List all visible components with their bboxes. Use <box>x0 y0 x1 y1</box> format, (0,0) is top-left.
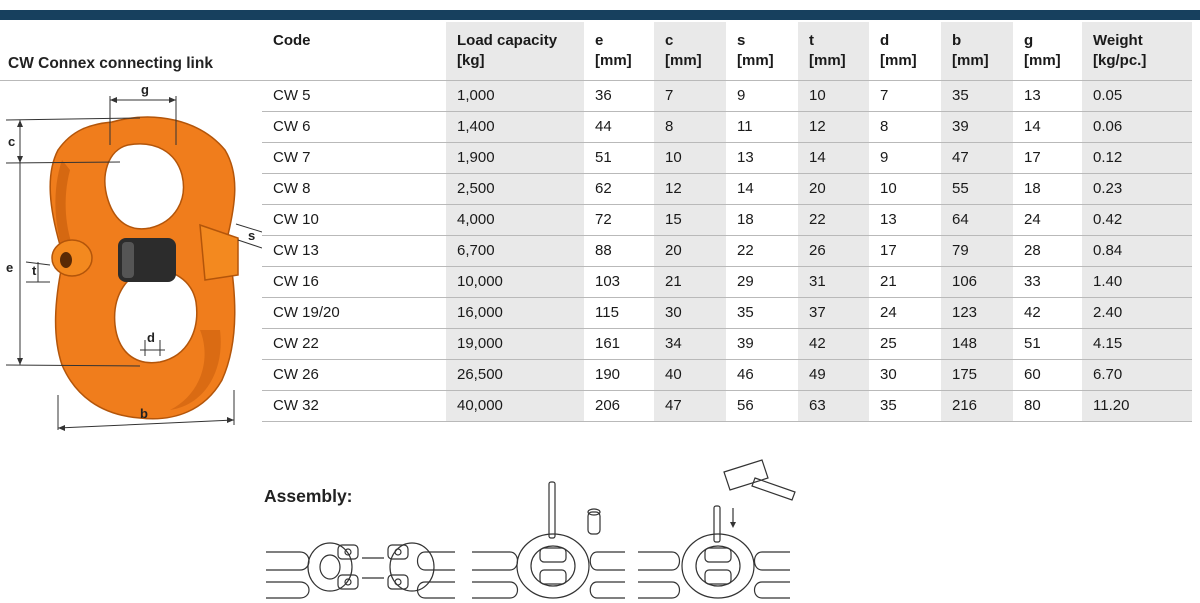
cell-code: CW 10 <box>262 204 446 235</box>
assembly-step-3 <box>638 506 790 598</box>
cell-s: 46 <box>726 359 798 390</box>
cell-c: 10 <box>654 142 726 173</box>
cell-code: CW 26 <box>262 359 446 390</box>
cell-load-capacity: 2,500 <box>446 173 584 204</box>
cell-d: 13 <box>869 204 941 235</box>
cell-load-capacity: 4,000 <box>446 204 584 235</box>
divider <box>0 80 262 81</box>
dim-label-g: g <box>141 82 149 97</box>
header-d: d [mm] <box>869 22 941 80</box>
cell-load-capacity: 1,000 <box>446 80 584 111</box>
cell-c: 8 <box>654 111 726 142</box>
cell-e: 161 <box>584 328 654 359</box>
cell-g: 60 <box>1013 359 1082 390</box>
cell-s: 14 <box>726 173 798 204</box>
dim-label-e: e <box>6 260 14 275</box>
header-weight: Weight [kg/pc.] <box>1082 22 1192 80</box>
cell-d: 8 <box>869 111 941 142</box>
cell-e: 44 <box>584 111 654 142</box>
cell-d: 30 <box>869 359 941 390</box>
table-row <box>262 80 1192 111</box>
link-lower-hole <box>115 270 197 363</box>
cell-c: 15 <box>654 204 726 235</box>
table-row <box>262 142 1192 173</box>
cell-g: 17 <box>1013 142 1082 173</box>
cell-g: 24 <box>1013 204 1082 235</box>
cell-weight: 4.15 <box>1082 328 1192 359</box>
dim-label-s: s <box>248 228 256 243</box>
cell-e: 51 <box>584 142 654 173</box>
cell-g: 80 <box>1013 390 1082 421</box>
cell-t: 49 <box>798 359 869 390</box>
cell-c: 40 <box>654 359 726 390</box>
cell-t: 12 <box>798 111 869 142</box>
cell-e: 206 <box>584 390 654 421</box>
header-s: s [mm] <box>726 22 798 80</box>
table-row <box>262 204 1192 235</box>
cell-b: 64 <box>941 204 1013 235</box>
table-row <box>262 266 1192 297</box>
cell-code: CW 5 <box>262 80 446 111</box>
header-code: Code <box>262 22 446 80</box>
cell-t: 22 <box>798 204 869 235</box>
header-e: e [mm] <box>584 22 654 80</box>
table-row <box>262 297 1192 328</box>
cell-code: CW 16 <box>262 266 446 297</box>
cell-b: 47 <box>941 142 1013 173</box>
cell-b: 79 <box>941 235 1013 266</box>
cell-g: 42 <box>1013 297 1082 328</box>
cell-g: 33 <box>1013 266 1082 297</box>
header-load-capacity: Load capacity [kg] <box>446 22 584 80</box>
cell-d: 9 <box>869 142 941 173</box>
table-body <box>262 80 1192 421</box>
cell-t: 26 <box>798 235 869 266</box>
cell-g: 14 <box>1013 111 1082 142</box>
cell-code: CW 13 <box>262 235 446 266</box>
cell-d: 10 <box>869 173 941 204</box>
table-row <box>262 390 1192 421</box>
cell-load-capacity: 40,000 <box>446 390 584 421</box>
cell-d: 21 <box>869 266 941 297</box>
cell-code: CW 22 <box>262 328 446 359</box>
cell-t: 42 <box>798 328 869 359</box>
cell-load-capacity: 26,500 <box>446 359 584 390</box>
cell-s: 11 <box>726 111 798 142</box>
header-b: b [mm] <box>941 22 1013 80</box>
table-row <box>262 359 1192 390</box>
cell-weight: 6.70 <box>1082 359 1192 390</box>
cell-s: 35 <box>726 297 798 328</box>
cell-e: 36 <box>584 80 654 111</box>
cell-d: 25 <box>869 328 941 359</box>
cell-c: 20 <box>654 235 726 266</box>
cell-weight: 0.42 <box>1082 204 1192 235</box>
cell-weight: 0.23 <box>1082 173 1192 204</box>
cell-s: 29 <box>726 266 798 297</box>
table-row <box>262 235 1192 266</box>
cell-c: 7 <box>654 80 726 111</box>
cell-d: 35 <box>869 390 941 421</box>
cell-s: 18 <box>726 204 798 235</box>
link-upper-hole <box>105 144 184 229</box>
cell-code: CW 32 <box>262 390 446 421</box>
cell-s: 56 <box>726 390 798 421</box>
cell-weight: 2.40 <box>1082 297 1192 328</box>
cell-weight: 11.20 <box>1082 390 1192 421</box>
product-title: CW Connex connecting link <box>8 55 213 72</box>
specs-table <box>262 22 1192 422</box>
cell-code: CW 7 <box>262 142 446 173</box>
cell-t: 37 <box>798 297 869 328</box>
cell-load-capacity: 10,000 <box>446 266 584 297</box>
cell-e: 190 <box>584 359 654 390</box>
dim-label-d: d <box>147 330 155 345</box>
cell-t: 10 <box>798 80 869 111</box>
header-t: t [mm] <box>798 22 869 80</box>
cell-s: 39 <box>726 328 798 359</box>
cell-e: 88 <box>584 235 654 266</box>
dim-label-b: b <box>140 406 148 421</box>
cell-e: 62 <box>584 173 654 204</box>
header-g: g [mm] <box>1013 22 1082 80</box>
cell-s: 13 <box>726 142 798 173</box>
cell-code: CW 6 <box>262 111 446 142</box>
cell-b: 35 <box>941 80 1013 111</box>
dim-label-t: t <box>32 263 37 278</box>
assembly-step-2 <box>472 482 625 598</box>
cell-c: 34 <box>654 328 726 359</box>
cell-g: 28 <box>1013 235 1082 266</box>
cell-code: CW 8 <box>262 173 446 204</box>
top-bar <box>0 10 1200 20</box>
cell-b: 148 <box>941 328 1013 359</box>
cell-t: 14 <box>798 142 869 173</box>
cell-t: 63 <box>798 390 869 421</box>
cell-weight: 0.12 <box>1082 142 1192 173</box>
assembly-step-1 <box>266 543 455 598</box>
cell-b: 39 <box>941 111 1013 142</box>
cell-code: CW 19/20 <box>262 297 446 328</box>
cell-load-capacity: 6,700 <box>446 235 584 266</box>
cell-load-capacity: 1,400 <box>446 111 584 142</box>
table-row <box>262 173 1192 204</box>
cell-load-capacity: 16,000 <box>446 297 584 328</box>
cell-c: 47 <box>654 390 726 421</box>
cell-b: 175 <box>941 359 1013 390</box>
cell-d: 24 <box>869 297 941 328</box>
cell-b: 216 <box>941 390 1013 421</box>
connecting-link-diagram <box>0 82 262 432</box>
cell-c: 30 <box>654 297 726 328</box>
cell-b: 123 <box>941 297 1013 328</box>
cell-weight: 0.06 <box>1082 111 1192 142</box>
cell-e: 103 <box>584 266 654 297</box>
table-row <box>262 111 1192 142</box>
cell-weight: 1.40 <box>1082 266 1192 297</box>
cell-weight: 0.05 <box>1082 80 1192 111</box>
cell-g: 51 <box>1013 328 1082 359</box>
cell-d: 17 <box>869 235 941 266</box>
cell-t: 20 <box>798 173 869 204</box>
dim-label-c: c <box>8 134 16 149</box>
cell-t: 31 <box>798 266 869 297</box>
cell-load-capacity: 1,900 <box>446 142 584 173</box>
cell-weight: 0.84 <box>1082 235 1192 266</box>
cell-s: 22 <box>726 235 798 266</box>
cell-b: 106 <box>941 266 1013 297</box>
table-header-row <box>262 22 1192 80</box>
cell-d: 7 <box>869 80 941 111</box>
cell-load-capacity: 19,000 <box>446 328 584 359</box>
table-row <box>262 328 1192 359</box>
cell-b: 55 <box>941 173 1013 204</box>
cell-c: 12 <box>654 173 726 204</box>
cell-e: 72 <box>584 204 654 235</box>
cell-c: 21 <box>654 266 726 297</box>
assembly-diagram <box>258 450 818 603</box>
cell-s: 9 <box>726 80 798 111</box>
header-c: c [mm] <box>654 22 726 80</box>
cell-g: 18 <box>1013 173 1082 204</box>
cell-g: 13 <box>1013 80 1082 111</box>
cell-e: 115 <box>584 297 654 328</box>
hammer-icon <box>724 460 795 500</box>
assembly-title: Assembly: <box>264 486 353 506</box>
